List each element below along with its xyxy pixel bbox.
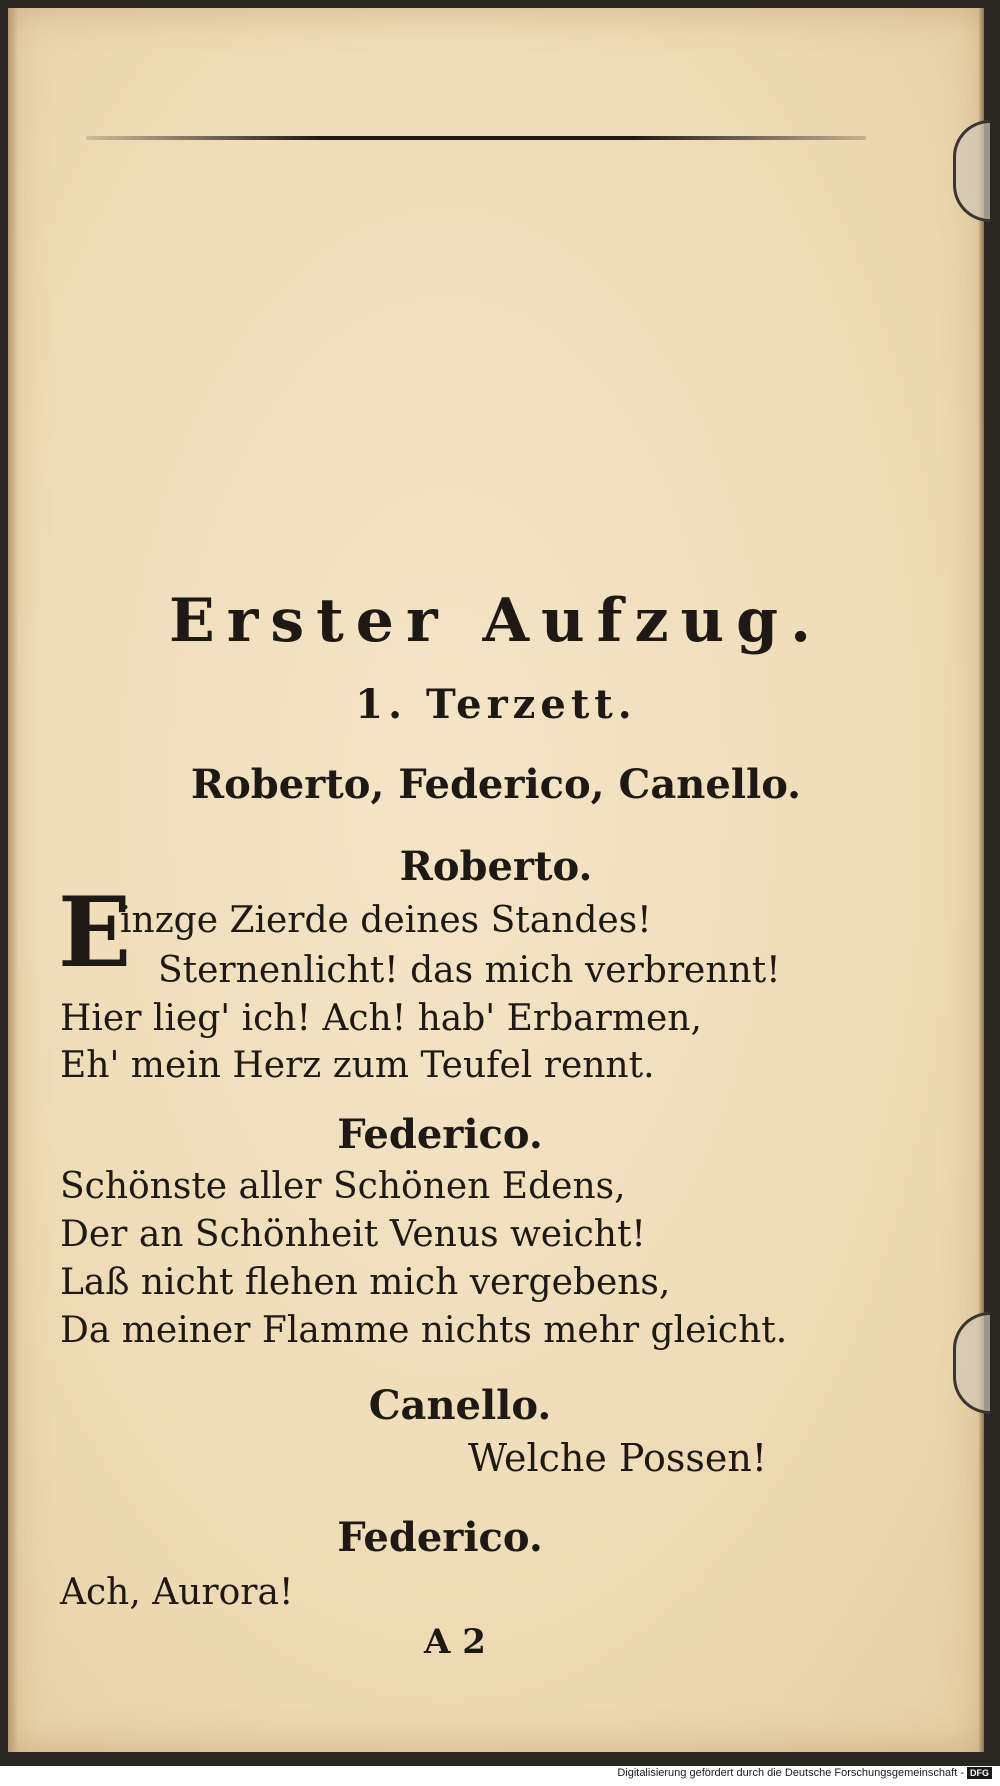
verse-line: Da meiner Flamme nichts mehr gleicht. — [60, 1310, 788, 1351]
speaker-canello: Canello. — [368, 1382, 552, 1429]
speaker-federico: Federico. — [337, 1514, 543, 1561]
verse-line: Eh' mein Herz zum Teufel rennt. — [60, 1045, 655, 1086]
digitization-credit — [0, 1767, 992, 1779]
page-clip-top — [953, 120, 990, 222]
drop-cap: E — [58, 876, 132, 989]
header-rule — [86, 136, 866, 140]
signature-mark: A 2 — [424, 1622, 486, 1662]
dfg-logo: DFG — [967, 1767, 992, 1779]
verse-line: Sternenlicht! das mich verbrennt! — [158, 950, 781, 991]
credit-text: Digitalisierung gefördert durch die Deutsche Forschungsgemeinschaft - — [617, 1767, 964, 1779]
verse-line: Laß nicht flehen mich vergebens, — [60, 1262, 671, 1303]
page-clip-bottom — [953, 1312, 990, 1414]
act-title: Erster Aufzug. — [168, 586, 824, 656]
verse-line: Welche Possen! — [468, 1436, 768, 1480]
speaker-roberto: Roberto. — [399, 843, 593, 890]
verse-line: Der an Schönheit Venus weicht! — [60, 1214, 646, 1255]
verse-line: inzge Zierde deines Standes! — [120, 900, 652, 941]
verse-line: Schönste aller Schönen Edens, — [60, 1166, 626, 1207]
speaker-federico: Federico. — [337, 1111, 543, 1158]
verse-line: Hier lieg' ich! Ach! hab' Erbarmen, — [60, 998, 702, 1039]
book-page — [8, 8, 984, 1752]
verse-line: Ach, Aurora! — [60, 1572, 294, 1613]
cast-line: Roberto, Federico, Canello. — [190, 761, 802, 808]
number-heading: 1. Terzett. — [355, 681, 637, 728]
